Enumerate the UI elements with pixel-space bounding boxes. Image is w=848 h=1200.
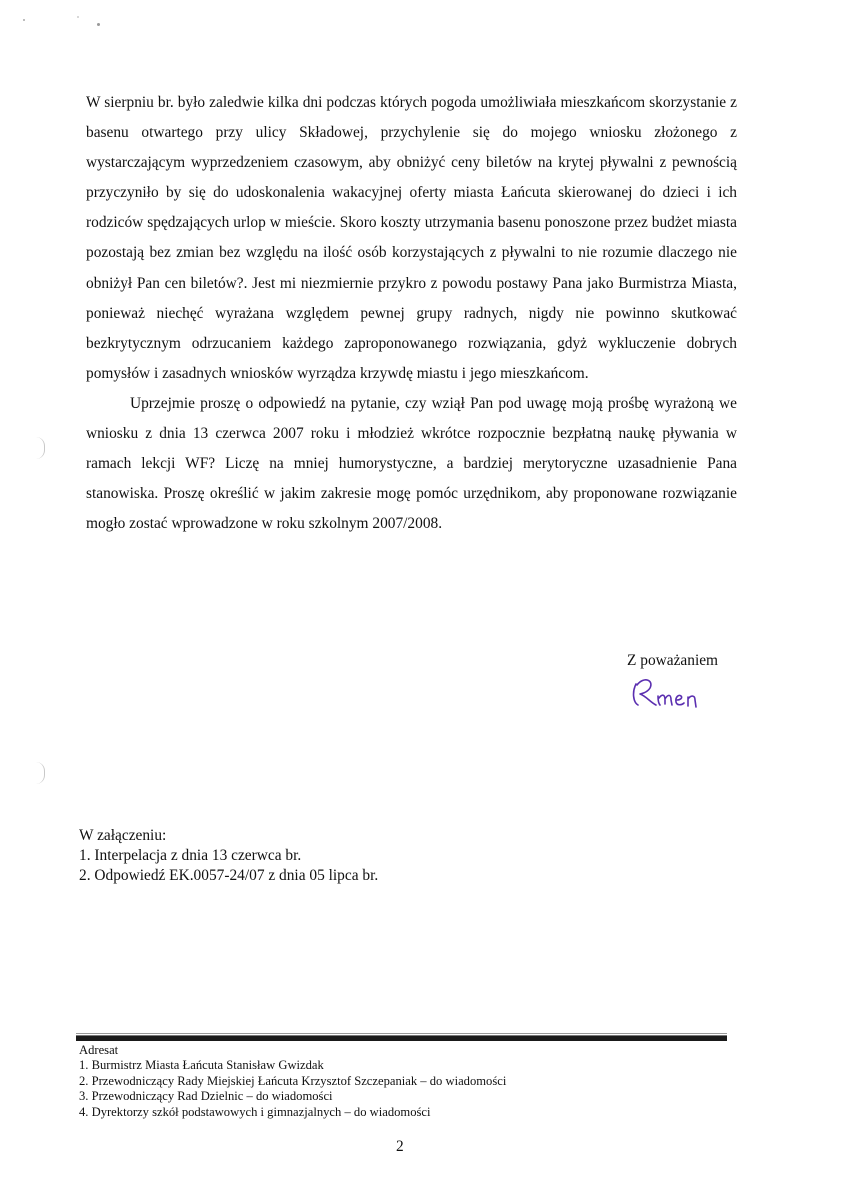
scan-speck bbox=[77, 16, 79, 18]
recipient-item: 2. Przewodniczący Rady Miejskiej Łańcuta Krzysztof Szczepaniak – do wiadomości bbox=[79, 1073, 507, 1088]
recipients-section bbox=[79, 1043, 506, 1120]
punch-hole-mark bbox=[36, 437, 45, 459]
attachments-heading: W załączeniu: bbox=[79, 827, 167, 844]
recipient-item: 1. Burmistrz Miasta Łańcuta Stanisław Gwizdak bbox=[79, 1058, 324, 1073]
attachment-item: 1. Interpelacja z dnia 13 czerwca br. bbox=[79, 847, 302, 864]
divider-line bbox=[76, 1033, 727, 1034]
paragraph: Uprzejmie proszę o odpowiedź na pytanie, czy wziął Pan pod uwagę moją prośbę wyrażoną we wniosku z dnia 13 czerwca 2007 roku i młodzież wkrótce rozpocznie bezpłatną naukę pływania w ramach lekcji WF? Liczę na mniej humorystyczne, a bardziej merytoryczne uzasadnienie Pana stanowiska. Proszę określić w jakim zakresie mogę pomóc urzędnikom, aby proponowane rozwiązanie mogło zostać wprowadzone w roku szkolnym 2007/2008. bbox=[86, 394, 737, 533]
closing-salutation: Z poważaniem bbox=[627, 652, 719, 669]
recipient-item: 4. Dyrektorzy szkół podstawowych i gimnazjalnych – do wiadomości bbox=[79, 1104, 431, 1119]
punch-hole-mark bbox=[36, 762, 45, 784]
paragraph: W sierpniu br. było zaledwie kilka dni podczas których pogoda umożliwiała mieszkańcom skorzystanie z basenu otwartego przy ulicy Składowej, przychylenie się do mojego wniosku złożonego z wystarczającym wyprzedzeniem czasowym, aby obniżyć ceny biletów na krytej pływalni z pewnością przyczyniło by się do udoskonalenia wakacyjnej oferty miasta Łańcuta skierowanej do dzieci i ich rodziców spędzających urlop w mieście. Skoro koszty utrzymania basenu ponoszone przez budżet miasta pozostają bez zmian bez względu na ilość osób korzystających z pływalni to nie rozumie dlaczego nie obniżył Pan cen biletów?. Jest mi niezmiernie przykro z powodu postawy Pana jako Burmistrza Miasta, ponieważ niechęć wyrażana względem pewnej grupy radnych, nigdy nie powinno skutkować bezkrytycznym odrzucaniem każdego zaproponowanego rozwiązania, gdyż wykluczenie dobrych pomysłów i zasadnych wniosków wyrządza krzywdę miastu i jego mieszkańcom. bbox=[86, 94, 737, 382]
divider-line bbox=[76, 1035, 727, 1041]
recipients-heading: Adresat bbox=[79, 1043, 119, 1057]
letter-body bbox=[86, 88, 737, 539]
handwritten-signature bbox=[628, 672, 718, 712]
attachment-item: 2. Odpowiedź EK.0057-24/07 z dnia 05 lipca br. bbox=[79, 867, 379, 884]
scan-speck bbox=[97, 23, 100, 26]
recipient-item: 3. Przewodniczący Rad Dzielnic – do wiadomości bbox=[79, 1089, 333, 1104]
scan-speck bbox=[23, 19, 25, 21]
attachments-section bbox=[79, 826, 378, 886]
page-number: 2 bbox=[396, 1138, 404, 1155]
